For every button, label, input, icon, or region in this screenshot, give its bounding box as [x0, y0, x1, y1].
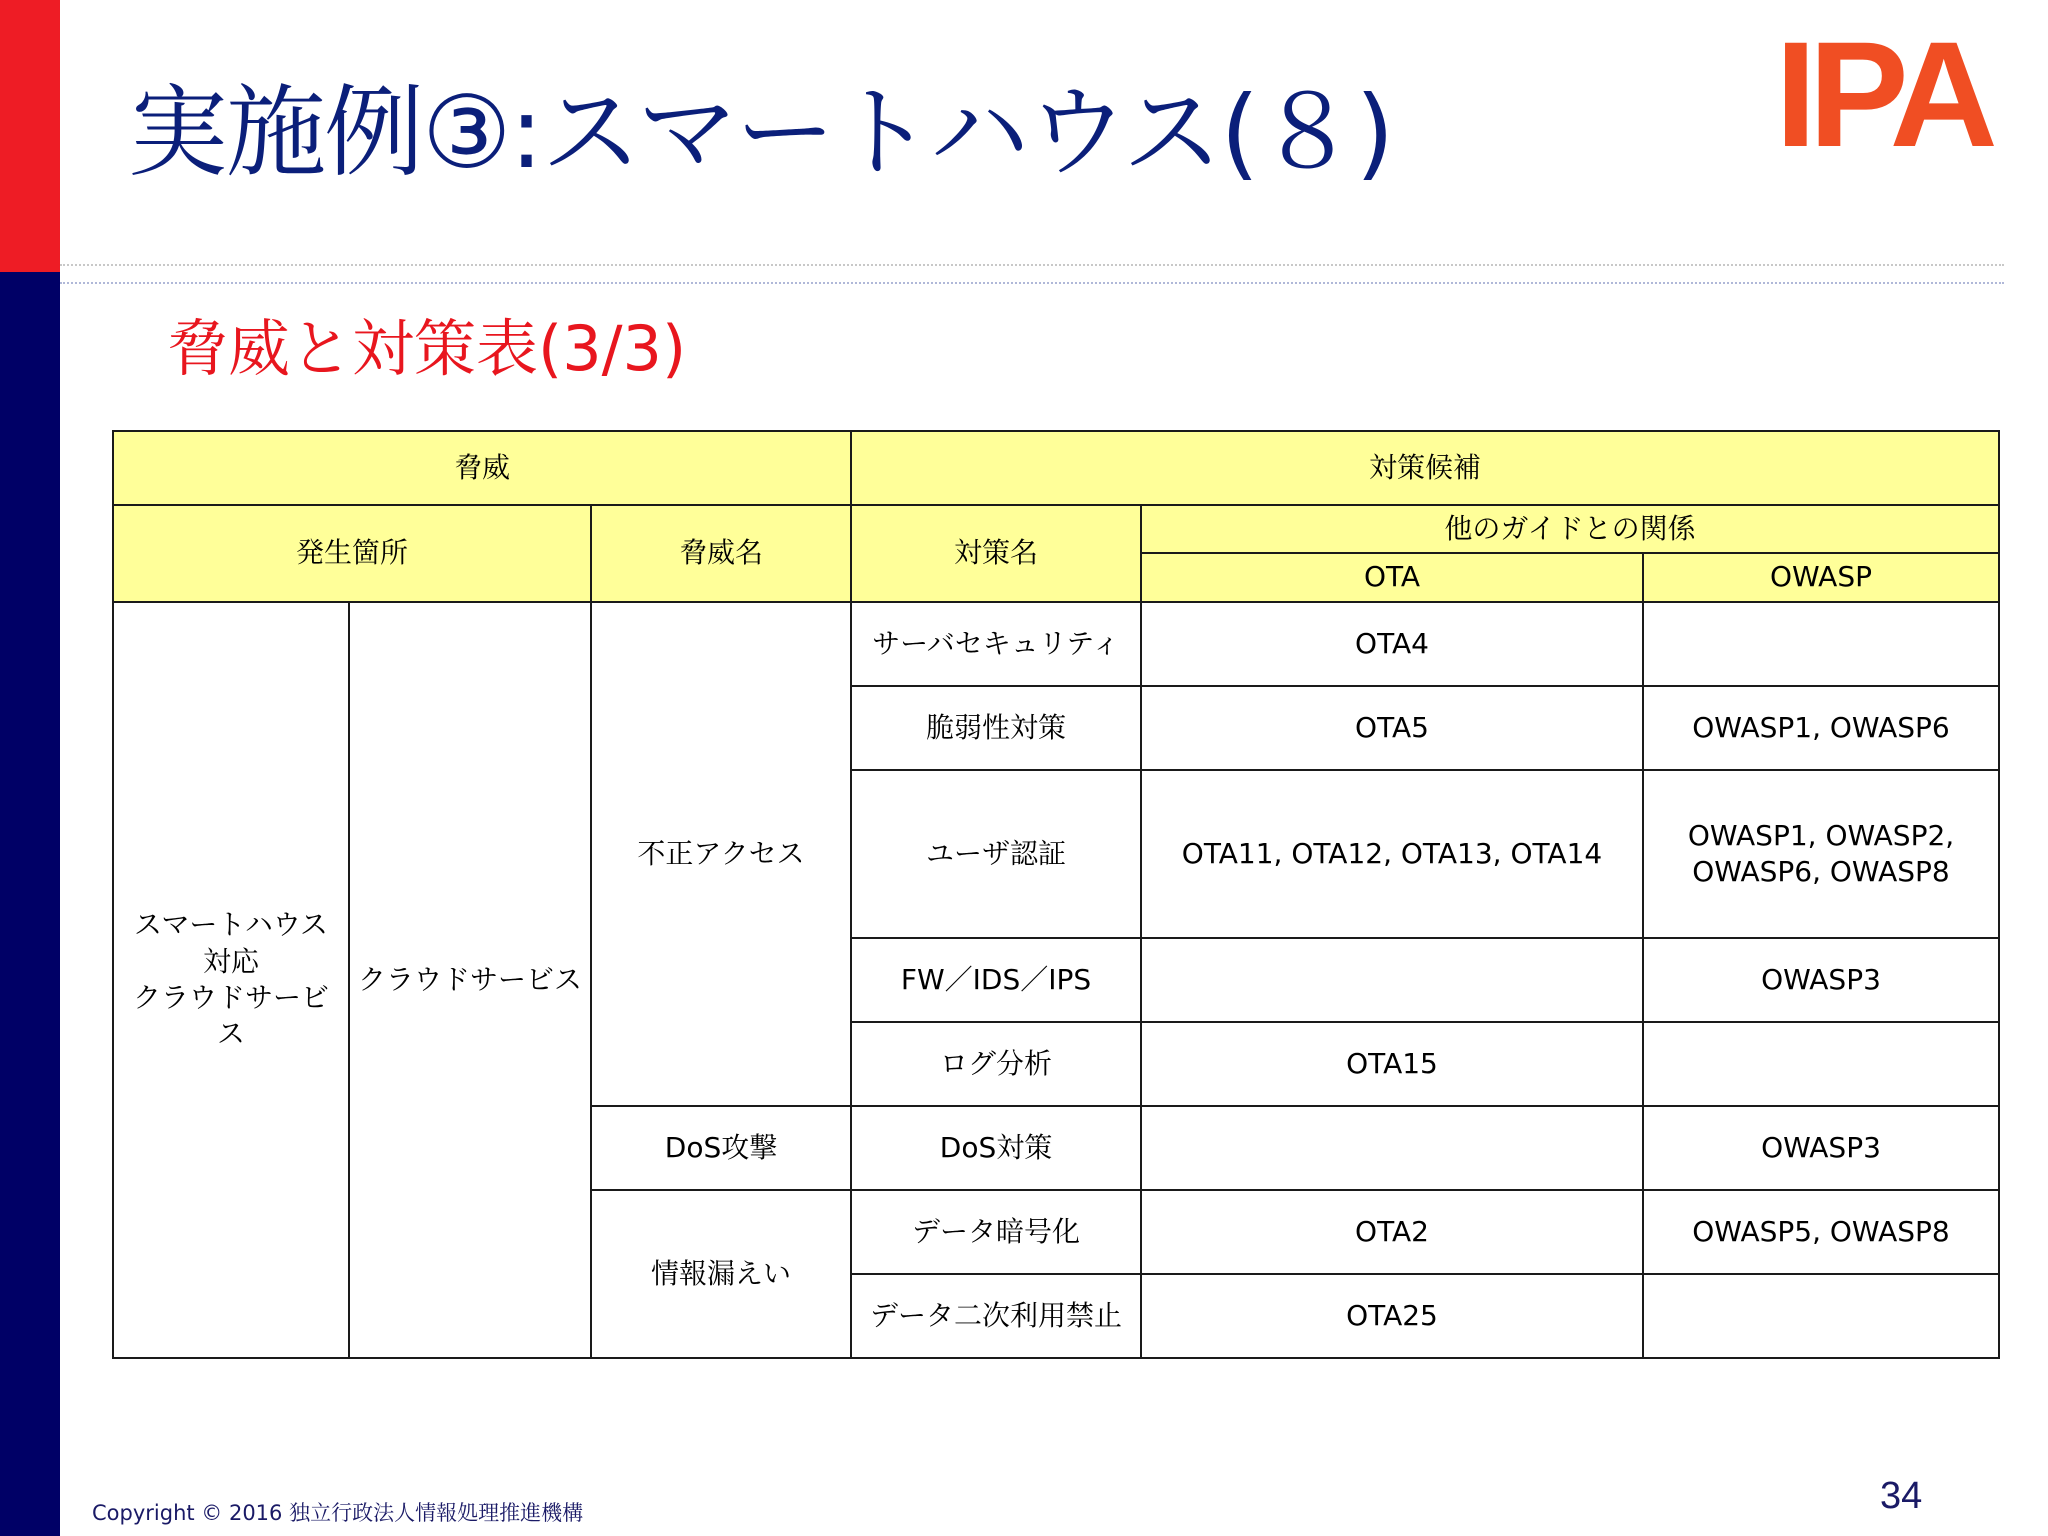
measure-cell: DoS対策: [851, 1106, 1141, 1190]
header-threat: 脅威: [113, 431, 851, 505]
header-divider: [60, 264, 2004, 266]
page-number: 34: [1880, 1475, 1923, 1517]
accent-bar-navy: [0, 272, 60, 1536]
location-cell-secondary: クラウドサービス: [349, 602, 591, 1358]
ota-cell: OTA25: [1141, 1274, 1643, 1358]
header-threat-name: 脅威名: [591, 505, 851, 602]
measure-cell: ユーザ認証: [851, 770, 1141, 938]
owasp-cell: OWASP3: [1643, 1106, 1999, 1190]
ota-cell: [1141, 1106, 1643, 1190]
measure-cell: データ暗号化: [851, 1190, 1141, 1274]
threat-name-cell: 不正アクセス: [591, 602, 851, 1106]
location-cell-primary: スマートハウス 対応 クラウドサービス: [113, 602, 349, 1358]
measure-cell: ログ分析: [851, 1022, 1141, 1106]
owasp-cell: [1643, 1274, 1999, 1358]
ota-cell: OTA5: [1141, 686, 1643, 770]
measure-cell: 脆弱性対策: [851, 686, 1141, 770]
threat-countermeasure-table: [112, 430, 2000, 1359]
ota-cell: OTA15: [1141, 1022, 1643, 1106]
slide-title: 実施例③:スマートハウス(８): [128, 74, 1393, 191]
accent-bar-red: [0, 0, 60, 272]
threat-name-cell: DoS攻撃: [591, 1106, 851, 1190]
header-countermeasure-name: 対策名: [851, 505, 1141, 602]
threat-name-cell: 情報漏えい: [591, 1190, 851, 1358]
owasp-cell: OWASP1, OWASP2, OWASP6, OWASP8: [1643, 770, 1999, 938]
measure-cell: データ二次利用禁止: [851, 1274, 1141, 1358]
owasp-cell: OWASP1, OWASP6: [1643, 686, 1999, 770]
header-countermeasure-candidates: 対策候補: [851, 431, 1999, 505]
ipa-logo-text: IPA: [1775, 18, 1990, 158]
ota-cell: OTA11, OTA12, OTA13, OTA14: [1141, 770, 1643, 938]
header-location: 発生箇所: [113, 505, 591, 602]
header-owasp: OWASP: [1643, 553, 1999, 602]
header-ota: OTA: [1141, 553, 1643, 602]
owasp-cell: [1643, 1022, 1999, 1106]
ota-cell: OTA4: [1141, 602, 1643, 686]
measure-cell: サーバセキュリティ: [851, 602, 1141, 686]
ota-cell: OTA2: [1141, 1190, 1643, 1274]
copyright-text: Copyright © 2016 独立行政法人情報処理推進機構: [92, 1501, 584, 1525]
header-relation-to-guides: 他のガイドとの関係: [1141, 505, 1999, 553]
ota-cell: [1141, 938, 1643, 1022]
owasp-cell: [1643, 602, 1999, 686]
owasp-cell: OWASP5, OWASP8: [1643, 1190, 1999, 1274]
owasp-cell: OWASP3: [1643, 938, 1999, 1022]
slide-subtitle: 脅威と対策表(3/3): [166, 312, 687, 385]
header-divider-secondary: [60, 282, 2004, 284]
measure-cell: FW／IDS／IPS: [851, 938, 1141, 1022]
ipa-logo: [1775, 18, 2015, 158]
